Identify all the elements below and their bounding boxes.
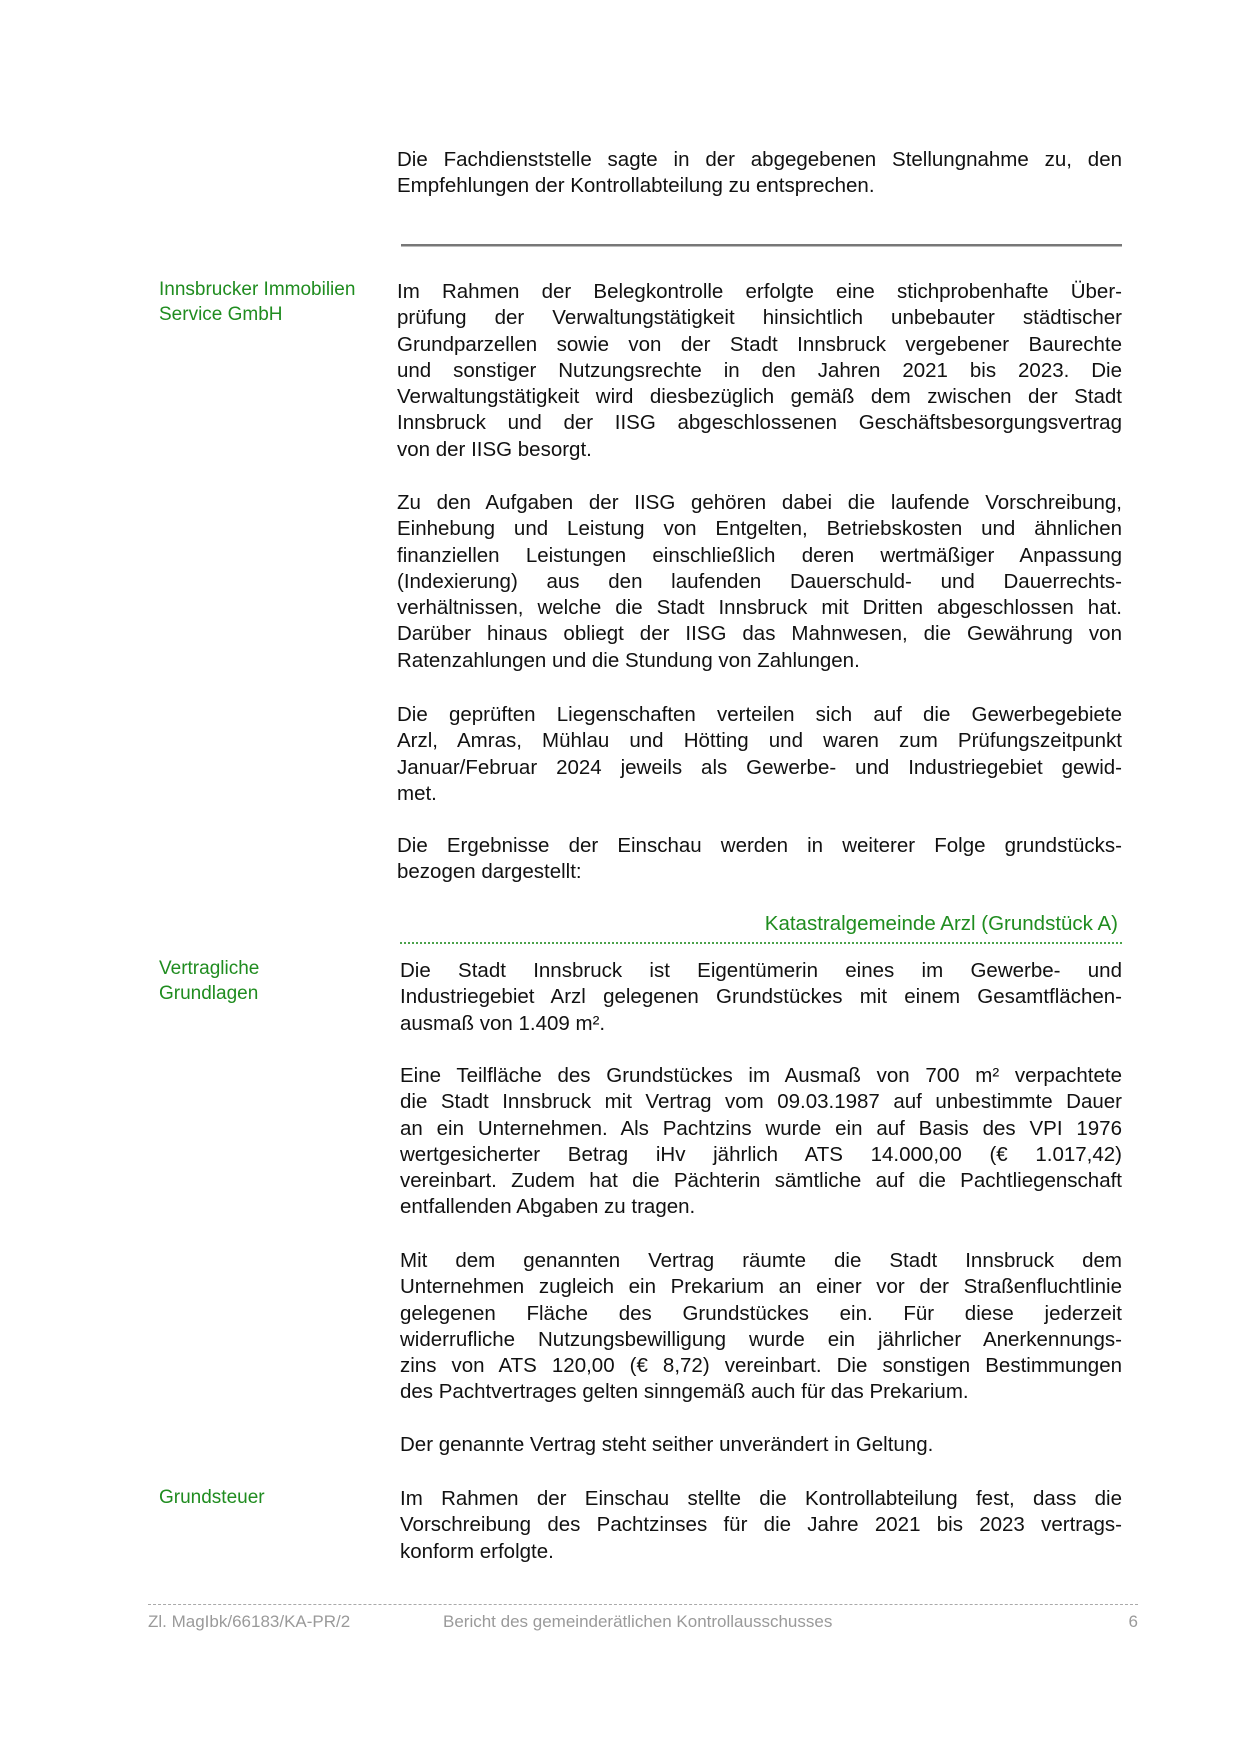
margin-label-iisg [159,278,355,327]
text-line: verhältnissen, welche die Stadt Innsbruck mit Dritten abgeschlossen hat. [397,596,1122,620]
margin-label-grundsteuer [159,1486,265,1511]
paragraph-ergebnisse [397,833,1122,886]
text-line: Verwaltungstätigkeit wird diesbezüglich gemäß dem zwischen der Stadt [397,385,1122,409]
text-line: widerrufliche Nutzungsbewilligung wurde ein jährlicher Anerkennungs- [400,1327,1122,1351]
text-line: Die geprüften Liegenschaften verteilen sich auf die Gewerbegebiete [397,703,1122,726]
text-line: finanziellen Leistungen einschließlich deren wertmäßiger Anpassung [397,543,1122,567]
text-line: met. [397,781,437,805]
text-line: Mit dem genannten Vertrag räumte die Stadt Innsbruck dem [400,1249,1122,1272]
text-line: an ein Unternehmen. Als Pachtzins wurde ein auf Basis des VPI 1976 [400,1116,1122,1140]
paragraph-einschau [400,1486,1122,1565]
label-line: Vertragliche [159,958,260,979]
text-line: zins von ATS 120,00 (€ 8,72) vereinbart. Die sonstigen Bestimmungen [400,1354,1122,1378]
text-line: wertgesicherter Betrag iHv jährlich ATS 14.000,00 (€ 1.017,42) [400,1142,1122,1166]
text-line: entfallenden Abgaben zu tragen. [400,1195,696,1219]
text-line: Arzl, Amras, Mühlau und Hötting und waren zum Prüfungszeitpunkt [397,729,1122,753]
paragraph-liegenschaften [397,702,1122,807]
footer-divider [148,1604,1138,1605]
text-line: Die Stadt Innsbruck ist Eigentümerin eines im Gewerbe- und [400,959,1122,982]
text-line: Im Rahmen der Einschau stellte die Kontrollabteilung fest, dass die [400,1487,1122,1510]
text-line: Unternehmen zugleich ein Prekarium an einer vor der Straßenfluchtlinie [400,1275,1122,1299]
text-line: vereinbart. Zudem hat die Pächterin sämtliche auf die Pachtliegenschaft [400,1169,1122,1193]
label-line: Service GmbH [159,303,283,325]
paragraph-geltung [400,1432,1122,1458]
text-line: des Pachtvertrages gelten sinngemäß auch für das Prekarium. [400,1380,969,1404]
text-line: ausmaß von 1.409 m². [400,1011,606,1035]
text-line: Vorschreibung des Pachtzinses für die Jahre 2021 bis 2023 vertrags- [400,1513,1122,1537]
paragraph-prekarium [400,1248,1122,1406]
footer-reference: Zl. MagIbk/66183/KA-PR/2 [148,1612,351,1631]
paragraph-aufgaben [397,490,1122,674]
label-line: Innsbrucker Immobilien [159,279,356,300]
label-line: Grundlagen [159,982,259,1004]
text-line: Industriegebiet Arzl gelegenen Grundstückes mit einem Gesamtflächen- [400,985,1122,1009]
subsection-heading: Katastralgemeinde Arzl (Grundstück A) [764,912,1118,935]
text-line: prüfung der Verwaltungstätigkeit hinsichtlich unbebauter städtischer [397,306,1122,330]
text-line: Empfehlungen der Kontrollabteilung zu entsprechen. [397,174,875,198]
page-number: 6 [1128,1612,1138,1631]
paragraph-statement [397,147,1122,200]
text-line: von der IISG besorgt. [397,437,592,461]
text-line: Der genannte Vertrag steht seither unverändert in Geltung. [400,1433,934,1456]
text-line: konform erfolgte. [400,1539,554,1563]
text-line: gelegenen Fläche des Grundstückes ein. Für diese jederzeit [400,1301,1122,1325]
paragraph-belegkontrolle [397,279,1122,463]
paragraph-eigentum [400,958,1122,1037]
text-line: und sonstiger Nutzungsrechte in den Jahren 2021 bis 2023. Die [397,358,1122,382]
text-line: Die Ergebnisse der Einschau werden in weiterer Folge grundstücks- [397,834,1122,857]
text-line: Einhebung und Leistung von Entgelten, Betriebskosten und ähnlichen [397,517,1122,541]
paragraph-pacht [400,1063,1122,1221]
text-line: Im Rahmen der Belegkontrolle erfolgte eine stichprobenhafte Über- [397,280,1122,303]
footer-title: Bericht des gemeinderätlichen Kontrollausschusses [443,1612,833,1631]
dotted-divider [400,942,1122,944]
text-line: Zu den Aufgaben der IISG gehören dabei die laufende Vorschreibung, [397,491,1122,514]
text-line: Grundparzellen sowie von der Stadt Innsbruck vergebener Baurechte [397,332,1122,356]
text-line: Ratenzahlungen und die Stundung von Zahlungen. [397,648,860,672]
text-line: Innsbruck und der IISG abgeschlossenen Geschäftsbesorgungsvertrag [397,411,1122,435]
section-divider [401,244,1122,247]
text-line: Die Fachdienststelle sagte in der abgegebenen Stellungnahme zu, den [397,148,1122,171]
margin-label-vertragliche-grundlagen [159,957,259,1006]
text-line: Darüber hinaus obliegt der IISG das Mahnwesen, die Gewährung von [397,622,1122,646]
label-line: Grundsteuer [159,1487,265,1508]
text-line: Eine Teilfläche des Grundstückes im Ausmaß von 700 m² verpachtete [400,1064,1122,1087]
text-line: die Stadt Innsbruck mit Vertrag vom 09.03.1987 auf unbestimmte Dauer [400,1090,1122,1114]
text-line: (Indexierung) aus den laufenden Dauerschuld- und Dauerrechts- [397,569,1122,593]
text-line: bezogen dargestellt: [397,860,582,884]
text-line: Januar/Februar 2024 jeweils als Gewerbe- und Industriegebiet gewid- [397,755,1122,779]
